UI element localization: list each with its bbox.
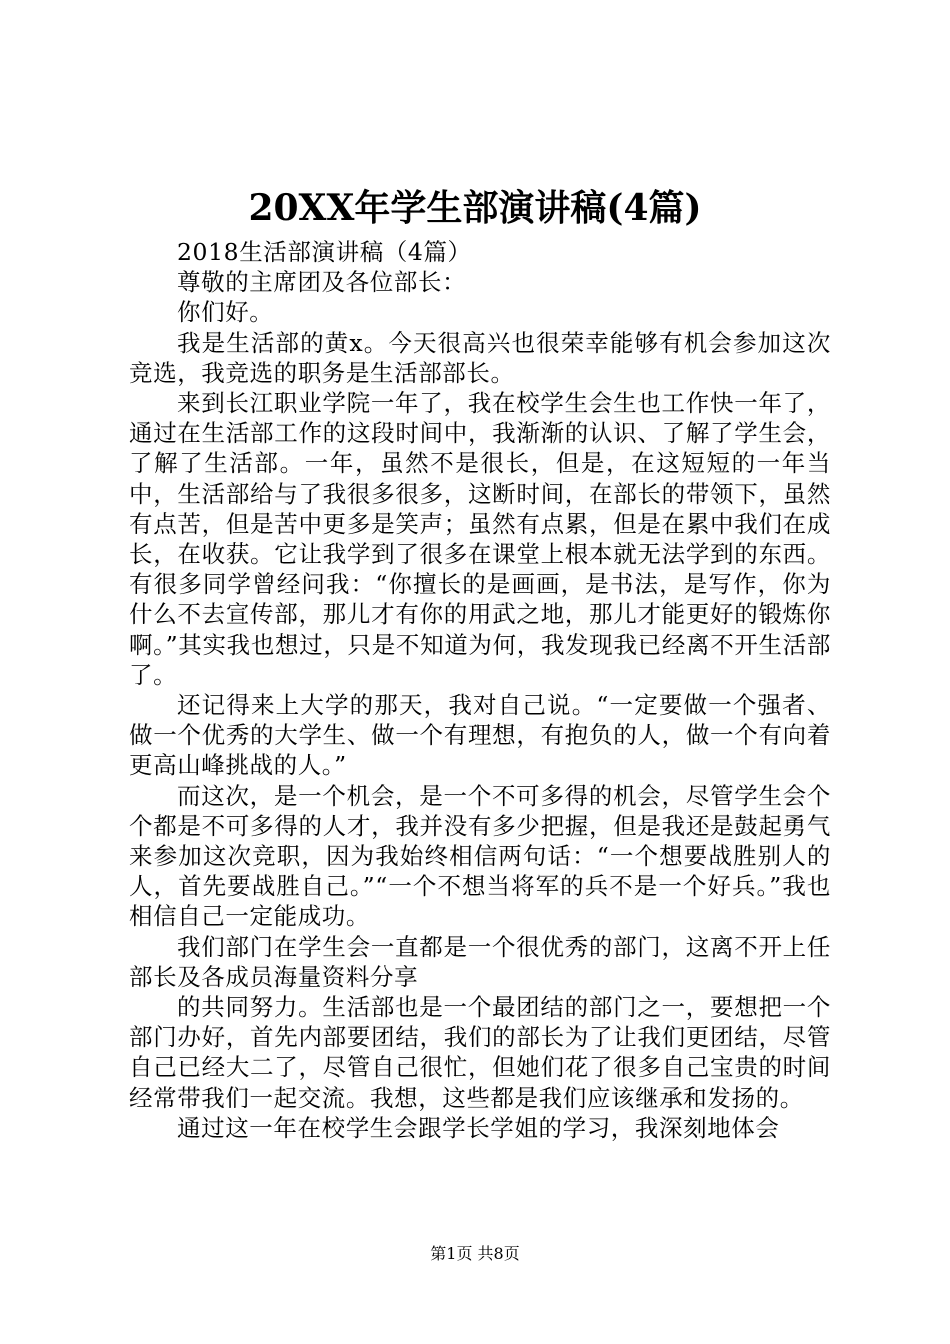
- paragraph: 你们好。: [177, 298, 274, 327]
- paragraph: 而这次，是一个机会，是一个不可多得的机会，尽管学生会个个都是不可多得的人才，我并没有多少把握，但是我还是鼓起勇气来参加这次竞职，因为我始终相信两句话：“一个想要战胜别人的人，首先要战胜自己。”“一个不想当将军的兵不是一个好兵。”我也相信自己一定能成功。: [129, 781, 831, 931]
- document-body: [129, 237, 831, 1143]
- paragraph: 我们部门在学生会一直都是一个很优秀的部门，这离不开上任部长及各成员海量资料分享: [129, 932, 831, 991]
- document-title: 20XX年学生部演讲稿(4篇): [248, 187, 702, 229]
- paragraph: 的共同努力。生活部也是一个最团结的部门之一，要想把一个部门办好，首先内部要团结，我们的部长为了让我们更团结，尽管自己已经大二了，尽管自己很忙，但她们花了很多自己宝贵的时间经常带我们一起交流。我想，这些都是我们应该继承和发扬的。: [129, 993, 831, 1112]
- paragraph: 来到长江职业学院一年了，我在校学生会生也工作快一年了，通过在生活部工作的这段时间中，我渐渐的认识、了解了学生会，了解了生活部。一年，虽然不是很长，但是，在这短短的一年当中，生活部给与了我很多很多，这断时间，在部长的带领下，虽然有点苦，但是苦中更多是笑声；虽然有点累，但是在累中我们在成长，在收获。它让我学到了很多在课堂上根本就无法学到的东西。有很多同学曾经问我：“你擅长的是画画，是书法，是写作，你为什么不去宣传部，那儿才有你的用武之地，那儿才能更好的锻炼你啊。”其实我也想过，只是不知道为何，我发现我已经离不开生活部了。: [129, 389, 831, 689]
- paragraph: 尊敬的主席团及各位部长：: [177, 268, 467, 297]
- paragraph: 我是生活部的黄x。今天很高兴也很荣幸能够有机会参加这次竞选，我竞选的职务是生活部部长。: [129, 328, 831, 387]
- paragraph: 还记得来上大学的那天，我对自己说。“一定要做一个强者、做一个优秀的大学生、做一个有理想，有抱负的人，做一个有向着更高山峰挑战的人。”: [129, 691, 831, 780]
- page-footer: 第1页 共8页: [430, 1244, 520, 1263]
- paragraph: 2018生活部演讲稿（4篇）: [177, 238, 472, 266]
- paragraph: 通过这一年在校学生会跟学长学姐的学习，我深刻地体会: [177, 1113, 780, 1142]
